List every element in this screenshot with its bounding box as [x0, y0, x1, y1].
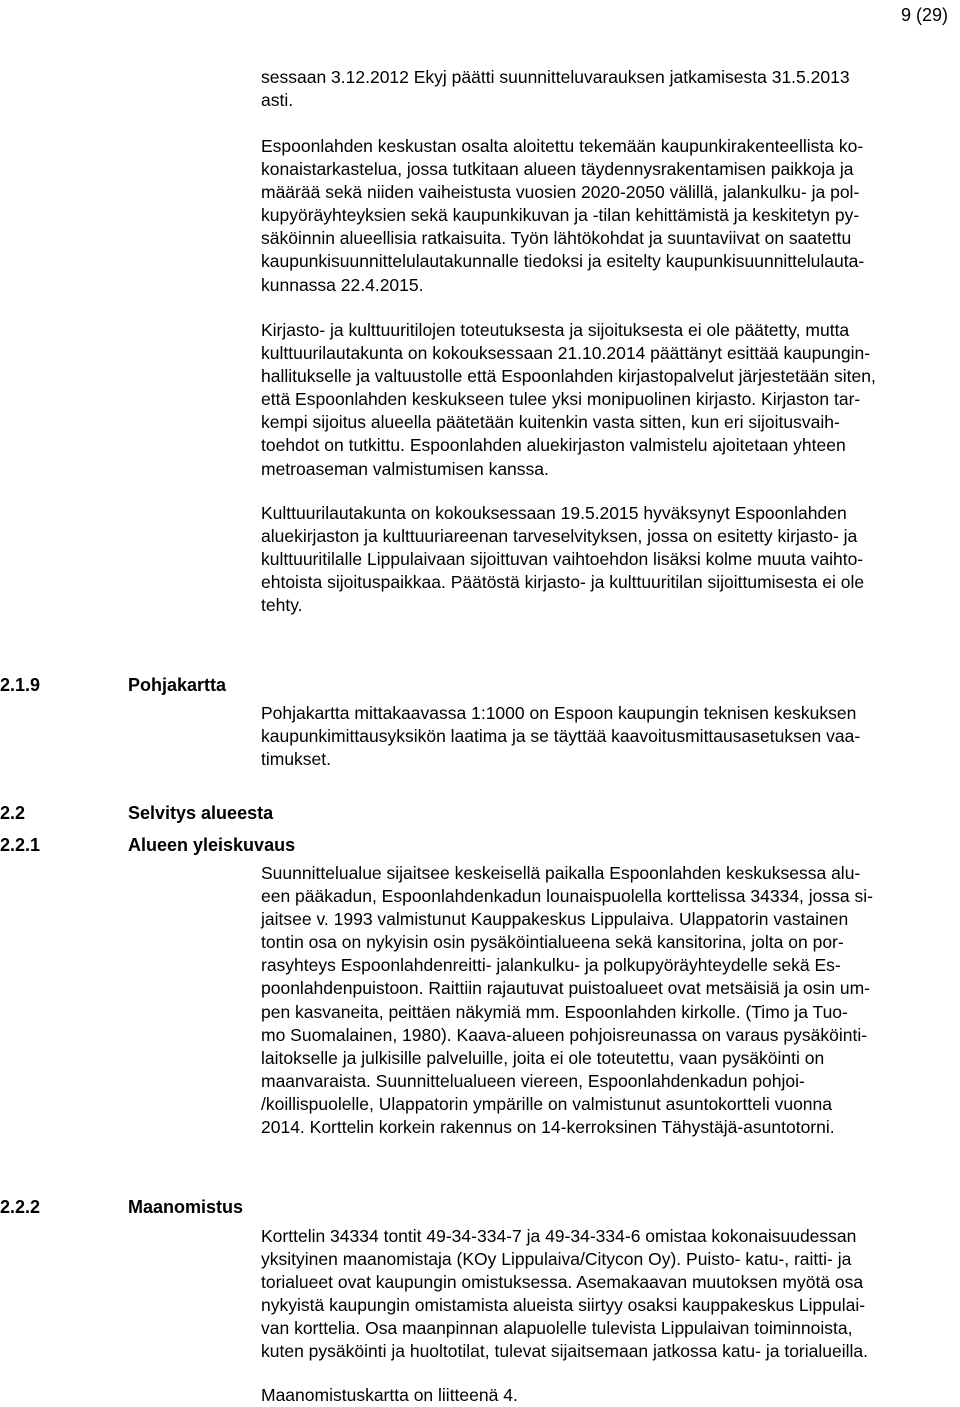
text-line: poonlahdenpuistoon. Raittiin rajautuvat puistoalueet ovat metsäisiä ja osin um-: [261, 978, 870, 999]
section-title: Selvitys alueesta: [128, 803, 274, 823]
text-line: yksityinen maanomistaja (KOy Lippulaiva/Citycon Oy). Puisto- katu-, raitti- ja: [261, 1249, 852, 1270]
text-line: nykyistä kaupungin omistamista alueista siirtyy osaksi kauppakeskus Lippulai-: [261, 1295, 866, 1316]
text-line: kunnassa 22.4.2015.: [261, 274, 424, 295]
section-number: 2.2: [0, 803, 26, 823]
yleiskuvaus-paragraph: [261, 862, 949, 1139]
text-line: asti.: [261, 90, 294, 111]
text-line: 2014. Korttelin korkein rakennus on 14-kerroksinen Tähystäjä-asuntotorni.: [261, 1117, 835, 1138]
page-number: 9 (29): [900, 5, 948, 25]
text-line: määrää sekä niiden vaiheistusta vuosien 2020-2050 välillä, jalankulku- ja pol-: [261, 182, 860, 203]
text-line: konaistarkastelua, jossa tutkitaan alueen täydennysrakentamisen paikkoja ja: [261, 159, 854, 180]
text-line: een pääkadun, Espoonlahdenkadun lounaispuolella korttelissa 34334, jossa si-: [261, 886, 873, 907]
text-line: ehtoista sijoituspaikkaa. Päätöstä kirjasto- ja kulttuuritilan sijoittumisesta ei ole: [261, 572, 865, 593]
section-number: 2.2.1: [0, 835, 41, 855]
text-line: pen kasvaneita, peittäen näkymiä mm. Espoonlahden kirkolle. (Timo ja Tuo-: [261, 1001, 848, 1022]
text-line: Suunnittelualue sijaitsee keskeisellä paikalla Espoonlahden keskuksessa alu-: [261, 863, 861, 883]
text-line: säköinnin alueellisia ratkaisuita. Työn lähtökohdat ja suuntaviivat on saatettu: [261, 228, 852, 249]
text-line: Korttelin 34334 tontit 49-34-334-7 ja 49-34-334-6 omistaa kokonaisuudessan: [261, 1226, 857, 1246]
text-line: van korttelia. Osa maanpinnan alapuolelle tulevista Lippulaivan toiminnoista,: [261, 1318, 853, 1339]
section-number: 2.1.9: [0, 675, 41, 695]
text-line: kupyöräyhteyksien sekä kaupunkikuvan ja -tilan kehittämistä ja keskitetyn py-: [261, 205, 860, 226]
text-line: toehdot on tutkittu. Espoonlahden aluekirjaston valmistelu ajoitetaan yhteen: [261, 435, 846, 456]
text-line: että Espoonlahden keskukseen tulee yksi monipuolinen kirjasto. Kirjaston tar-: [261, 389, 861, 410]
text-line: Kirjasto- ja kulttuuritilojen toteutuksesta ja sijoituksesta ei ole päätetty, mutta: [261, 320, 850, 340]
text-line: Maanomistuskartta on liitteenä 4.: [261, 1385, 518, 1405]
section-title: Maanomistus: [128, 1197, 244, 1217]
intro-paragraph: [261, 66, 949, 112]
text-line: sessaan 3.12.2012 Ekyj päätti suunnitteluvarauksen jatkamisesta 31.5.2013: [261, 67, 850, 87]
text-line: Espoonlahden keskustan osalta aloitettu tekemään kaupunkirakenteellista ko-: [261, 136, 864, 156]
text-line: Pohjakartta mittakaavassa 1:1000 on Espoon kaupungin teknisen keskuksen: [261, 703, 857, 723]
text-line: aluekirjaston ja kulttuuriareenan tarveselvityksen, jossa on esitetty kirjasto- ja: [261, 526, 858, 547]
text-line: maanvaraista. Suunnittelualueen viereen, Espoonlahdenkadun pohjoi-: [261, 1070, 805, 1091]
section-number: 2.2.2: [0, 1197, 41, 1217]
text-line: tehty.: [261, 595, 303, 616]
text-line: kulttuurilautakunta on kokouksessaan 21.10.2014 päättänyt esittää kaupungin-: [261, 343, 871, 364]
text-line: Kulttuurilautakunta on kokouksessaan 19.5.2015 hyväksynyt Espoonlahden: [261, 503, 847, 523]
section-title: Pohjakartta: [128, 675, 227, 695]
keskusta-paragraph: [261, 135, 949, 297]
text-line: mo Suomalainen, 1980). Kaava-alueen pohjoisreunassa on varaus pysäköinti-: [261, 1024, 868, 1045]
maanomistus-paragraph: [261, 1225, 949, 1364]
text-line: kempi sijoitus alueella päätetään kuitenkin vasta sitten, kun eri sijoitusvaih-: [261, 412, 840, 433]
text-line: rasyhteys Espoonlahdenreitti- jalankulku- ja polkupyöräyhteydelle sekä Es-: [261, 955, 841, 976]
text-line: laitokselle ja julkisille palveluille, joita ei ole toteutettu, vaan pysäköinti on: [261, 1047, 825, 1068]
text-line: tontin osa on nykyisin osin pysäköintialueena sekä kansitorina, jolta on por-: [261, 932, 844, 953]
pohjakartta-paragraph: [261, 702, 949, 771]
text-line: /koillispuolelle, Ulappatorin ympärille on valmistunut asuntokortteli vuonna: [261, 1093, 832, 1114]
text-line: kulttuuritilalle Lippulaivaan sijoittuvan vaihtoehdon lisäksi kolme muuta vaihto-: [261, 549, 864, 570]
text-line: timukset.: [261, 749, 332, 770]
kirjasto-paragraph: [261, 319, 949, 481]
text-line: hallitukselle ja valtuustolle että Espoonlahden kirjastopalvelut järjestetään siten,: [261, 366, 876, 387]
section-title: Alueen yleiskuvaus: [128, 835, 296, 855]
text-line: kaupunkisuunnittelulautakunnalle tiedoksi ja esitelty kaupunkisuunnittelulauta-: [261, 251, 865, 272]
liite-paragraph: [261, 1384, 949, 1407]
text-line: jaitsee v. 1993 valmistunut Kauppakeskus Lippulaiva. Ulappatorin vastainen: [261, 909, 849, 930]
kulttuuri-paragraph: [261, 502, 949, 617]
text-line: kaupunkimittausyksikön laatima ja se täyttää kaavoitusmittausasetuksen vaa-: [261, 726, 861, 747]
text-line: metroaseman valmistumisen kanssa.: [261, 458, 549, 479]
text-line: kuten pysäköinti ja huoltotilat, tulevat sijaitsemaan jatkossa katu- ja torialueilla.: [261, 1341, 868, 1362]
text-line: torialueet ovat kaupungin omistuksessa. Asemakaavan muutoksen myötä osa: [261, 1272, 864, 1293]
